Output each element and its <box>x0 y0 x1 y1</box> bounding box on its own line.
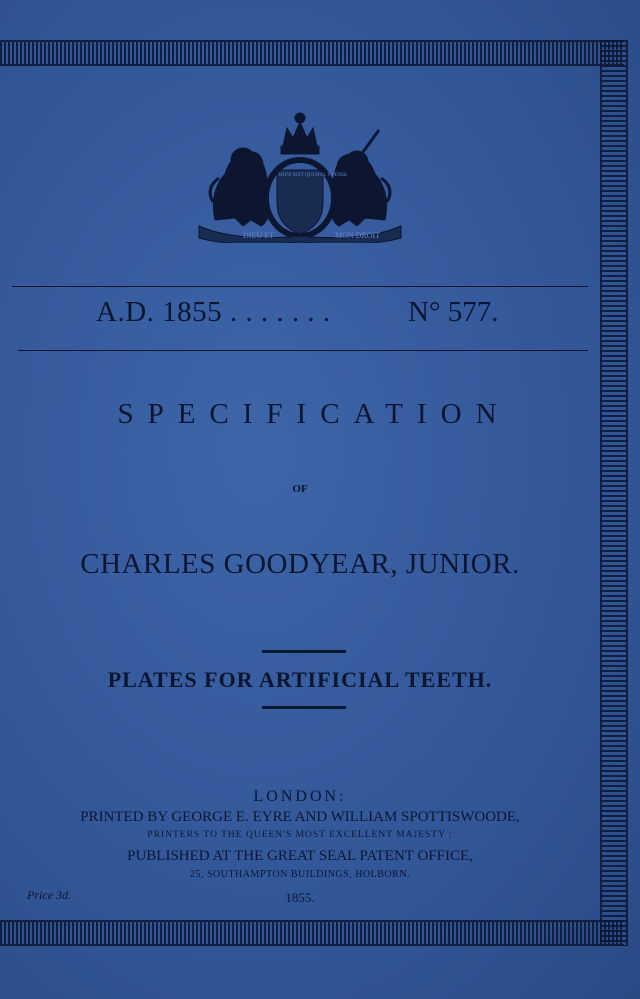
imprint-address: 25, SOUTHAMPTON BUILDINGS, HOLBORN. <box>189 869 411 880</box>
patent-number: N° 577. <box>408 296 499 328</box>
imprint-city: LONDON: <box>253 788 347 805</box>
rule-top <box>12 286 588 287</box>
royal-coat-of-arms-icon <box>195 108 405 243</box>
divider-bar-bottom <box>262 706 346 709</box>
year-label: A.D. 1855 . . . . . . . <box>96 296 331 328</box>
invention-subject: PLATES FOR ARTIFICIAL TEETH. <box>107 667 493 692</box>
imprint-year: 1855. <box>285 890 315 905</box>
decorative-border-right <box>600 40 628 946</box>
decorative-border-bottom <box>0 920 624 946</box>
motto-right: MON DROIT <box>335 231 381 240</box>
imprint-printers-to: PRINTERS TO THE QUEEN'S MOST EXCELLENT MAJESTY : <box>147 830 453 840</box>
imprint-publisher: PUBLISHED AT THE GREAT SEAL PATENT OFFICE, <box>127 848 473 864</box>
decorative-border-top <box>0 40 624 66</box>
inventor-name: CHARLES GOODYEAR, JUNIOR. <box>80 548 520 580</box>
document-heading: SPECIFICATION <box>117 398 511 430</box>
garter-motto: HONI SOIT QUI MAL Y PENSE <box>279 173 348 178</box>
of-label: OF <box>292 483 308 495</box>
rule-middle <box>18 350 588 351</box>
imprint-printer: PRINTED BY GEORGE E. EYRE AND WILLIAM SPOTTISWOODE, <box>80 809 520 825</box>
divider-bar-top <box>262 650 346 653</box>
motto-left: DIEU ET <box>243 231 274 240</box>
price-label: Price 3d. <box>27 888 71 902</box>
